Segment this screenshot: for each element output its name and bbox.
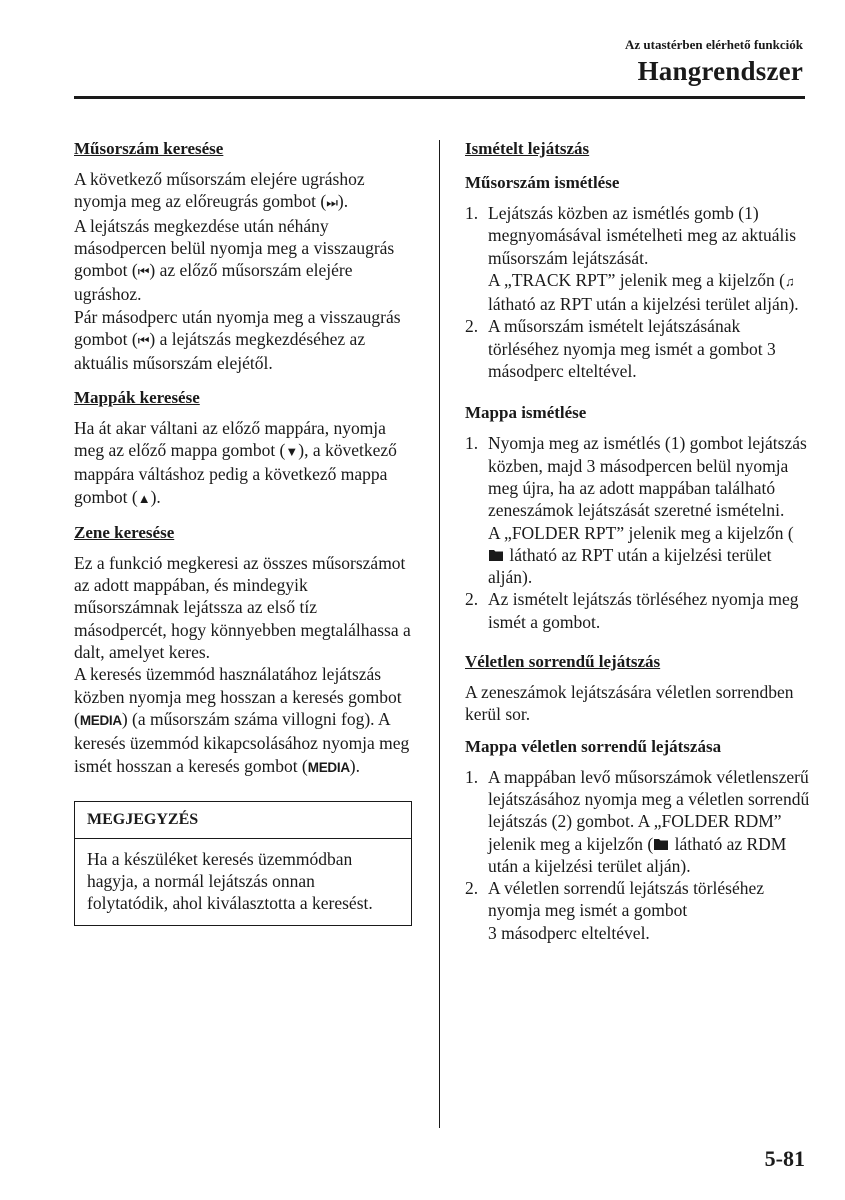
skip-back-icon: ⏮ <box>137 333 150 349</box>
track-search-paragraph: A következő műsorszám elejére ugráshoz nyomja meg az előreugrás gombot (⏭). A lejátszás megkezdése után néhány másodpercen belül nyomja meg a visszaugrás gombot (⏮) az előző műsorszám elejére ugráshoz. Pár másodperc után nyomja meg a visszaugrás gombot (⏮) a lejátszás megkezdéséhez az aktuális műsorszám elejétől. <box>74 169 401 374</box>
right-column <box>465 138 810 944</box>
track-repeat-list <box>465 202 810 382</box>
folder-down-icon: ▼ <box>285 443 299 459</box>
media-button-icon: MEDIA <box>307 759 350 775</box>
random-paragraph: A zeneszámok lejátszására véletlen sorrendben kerül sor. <box>465 682 794 725</box>
folder-search-title: Mappák keresése <box>74 387 200 407</box>
folder-random-list <box>465 766 810 944</box>
folder-search-paragraph: Ha át akar váltani az előző mappára, nyomja meg az előző mappa gombot (▼), a következő mappára váltáshoz pedig a következő mappa gombot (▲). <box>74 417 397 507</box>
running-header-title: Hangrendszer <box>637 56 803 86</box>
media-button-icon: MEDIA <box>79 712 122 728</box>
track-search-title: Műsorszám keresése <box>74 139 224 158</box>
music-search-title: Zene keresése <box>74 522 175 542</box>
list-item: 1. Lejátszás közben az ismétlés gomb (1) megnyomásával ismételheti meg az aktuális műsorszám lejátszását. A „TRACK RPT” jelenik meg a kijelzőn (♫ látható az RPT után a kijelzési terület alján). <box>465 203 799 315</box>
music-note-icon: ♫ <box>784 273 795 289</box>
note-text: Ha a készüléket keresés üzemmódban hagyja, a normál lejátszás onnan folytatódik, ahol kiválasztotta a keresést. <box>87 848 373 914</box>
column-divider <box>439 140 440 1128</box>
folder-icon <box>653 837 670 851</box>
left-column <box>74 138 414 926</box>
header-rule <box>74 96 805 99</box>
folder-repeat-list <box>465 432 810 633</box>
running-header-section: Az utastérben elérhető funkciók <box>624 37 803 52</box>
track-repeat-title: Műsorszám ismétlése <box>465 173 620 192</box>
note-box <box>74 801 412 926</box>
random-title: Véletlen sorrendű lejátszás <box>465 652 661 672</box>
folder-icon <box>488 548 505 562</box>
folder-random-title: Mappa véletlen sorrendű lejátszása <box>465 736 722 756</box>
music-search-paragraph: Ez a funkció megkeresi az összes műsorszámot az adott mappában, és mindegyik műsorszámnak lejátssza az első tíz másodpercét, hogy könnyebben megtalálhassa a dalt, amelyet keres. A keresés üzemmód használatához lejátszás közben nyomja meg hosszan a keresés gombot (MEDIA) (a műsorszám száma villogni fog). A keresés üzemmód kikapcsolásához nyomja meg ismét hosszan a keresés gombot (MEDIA). <box>74 552 411 776</box>
page-number: 5-81 <box>764 1146 805 1171</box>
list-item: 2. A műsorszám ismételt lejátszásának törléséhez nyomja meg ismét a gombot 3 másodperc elteltével. <box>465 316 776 382</box>
list-item: 2. A véletlen sorrendű lejátszás törléséhez nyomja meg ismét a gombot 3 másodperc elteltével. <box>465 878 765 943</box>
list-item: 1. Nyomja meg az ismétlés (1) gombot lejátszás közben, majd 3 másodpercen belül nyomja meg újra, ha az adott mappában található zeneszámok lejátszását szeretné ismételni. A „FOLDER RPT” jelenik meg a kijelzőn ( látható az RPT után a kijelzési terület alján). <box>465 433 807 588</box>
list-item: 2. Az ismételt lejátszás törléséhez nyomja meg ismét a gombot. <box>465 589 799 632</box>
list-item: 1. A mappában levő műsorszámok véletlenszerű lejátszásához nyomja meg a véletlen sorrendű lejátszás (2) gombot. A „FOLDER RDM” jelenik meg a kijelzőn ( látható az RDM után a kijelzési terület alján). <box>465 766 810 876</box>
skip-forward-icon: ⏭ <box>326 195 338 211</box>
folder-repeat-title: Mappa ismétlése <box>465 403 587 423</box>
note-title: MEGJEGYZÉS <box>75 802 411 839</box>
skip-back-icon: ⏮ <box>137 264 150 280</box>
folder-up-icon: ▲ <box>137 490 151 506</box>
repeat-title: Ismételt lejátszás <box>465 139 590 158</box>
